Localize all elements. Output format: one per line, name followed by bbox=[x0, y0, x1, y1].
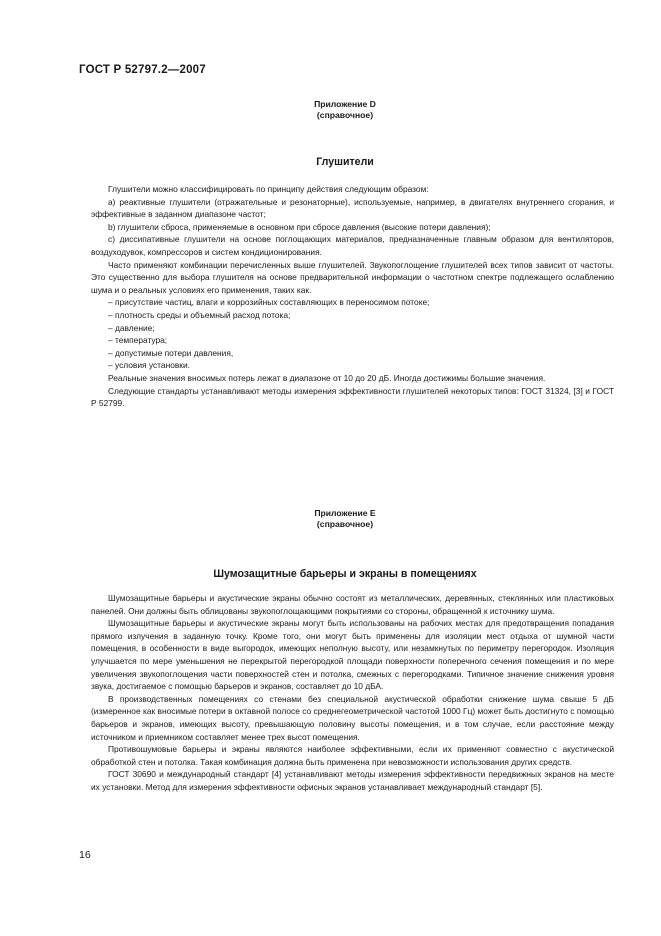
annex-d-para-combo: Часто применяют комбинации перечисленных выше глушителей. Звукопоглощение глушителей всех типов зависит от частоты. Это существенно для выбора глушителя на основе предварительной информации о частотном спектре подлежащего ослаблению шума и о реальных условиях его применения, таких как. bbox=[91, 259, 614, 295]
annex-e-label bbox=[0, 508, 661, 530]
annex-e-para-2: Шумозащитные барьеры и акустические экраны могут быть использованы на рабочих местах для предотвращения попадания прямого излучения в заданную точку. Кроме того, они могут быть применены для изоляции мест отдыха от шумной части помещения, в особенности в виде выгородок, имеющих неполную высоту, или незамкнутых по периметру перегородок. Изоляция улучшается по мере уменьшения не перекрытой перегородкой площади поверхности поперечного сечения помещения и по мере увеличения звукопоглощения части поверхностей стен и потолка, смежных с перегородками. Типичное значение снижения уровня звука, достигаемое с помощью барьеров и экранов, составляет до 10 дБА. bbox=[91, 618, 614, 692]
annex-d-item-c: с) диссипативные глушители на основе поглощающих материалов, предназначенные главным образом для вентиляторов, воздуходувок, компрессоров и систем кондиционирования. bbox=[91, 234, 614, 257]
annex-d-para-values: Реальные значения вносимых потерь лежат в диапазоне от 10 до 20 дБ. Иногда достижимы большие значения. bbox=[108, 372, 546, 383]
list-item: – присутствие частиц, влаги и коррозийных составляющих в переносимом потоке; bbox=[108, 297, 430, 308]
annex-e-subtitle: (справочное) bbox=[316, 519, 374, 529]
list-item: – температура; bbox=[108, 335, 168, 346]
annex-d-intro: Глушители можно классифицировать по принципу действия следующим образом: bbox=[108, 184, 429, 194]
annex-d-body bbox=[91, 183, 614, 410]
annex-d-title: Приложение D bbox=[314, 99, 376, 109]
annex-e-para-5: ГОСТ 30690 и международный стандарт [4] устанавливают методы измерения эффективности передвижных экранов на месте их установки. Метод для измерения эффективности офисных экранов устанавливает международный стандарт [5]. bbox=[91, 769, 614, 792]
page-number: 16 bbox=[79, 849, 91, 861]
annex-e-body bbox=[91, 592, 614, 794]
list-item: – давление; bbox=[108, 322, 155, 333]
list-item: – плотность среды и объемный расход потока; bbox=[108, 309, 291, 320]
annex-e-para-4: Противошумовые барьеры и экраны являются наиболее эффективными, если их применяют совместно с акустической обработкой стен и потолка. Такая комбинация должна быть применена при невозможности использования других средств. bbox=[91, 744, 614, 767]
annex-d-subtitle: (справочное) bbox=[316, 110, 374, 120]
annex-d-item-b: b) глушители сброса, применяемые в основном при сбросе давления (высокие потери давления); bbox=[108, 221, 491, 232]
document-header: ГОСТ Р 52797.2—2007 bbox=[79, 64, 206, 76]
annex-e-para-1: Шумозащитные барьеры и акустические экраны обычно состоят из металлических, деревянных, стеклянных или пластиковых панелей. Они должны быть облицованы звукопоглощающими покрытиями со стороны, обращенной к источнику шума. bbox=[91, 593, 614, 616]
annex-d-label bbox=[0, 99, 661, 121]
annex-e-heading: Шумозащитные барьеры и экраны в помещениях bbox=[213, 568, 477, 580]
list-item: – допустимые потери давления, bbox=[108, 347, 234, 358]
annex-d-heading: Глушители bbox=[316, 156, 374, 168]
annex-e-title: Приложение Е bbox=[314, 508, 376, 518]
list-item: – условия установки. bbox=[108, 360, 190, 371]
annex-d-para-standards: Следующие стандарты устанавливают методы измерения эффективности глушителей некоторых типов: ГОСТ 31324, [3] и ГОСТ Р 52799. bbox=[91, 385, 614, 409]
annex-e-para-3: В производственных помещениях со стенами без специальной акустической обработки снижение шума свыше 5 дБ (измеренное как вносимые потери в октавной полосе со среднегеометрической частотой 1000 Гц) может быть достигнуто с помощью барьеров и экранов, имеющих высоту, превышающую половину высоты помещения, и в том случае, если расстояние между источником и приемником составляет менее трех высот помещения. bbox=[91, 693, 614, 742]
annex-d-item-a: а) реактивные глушители (отражательные и резонаторные), используемые, например, в двигателях внутреннего сгорания, и эффективные в заданном диапазоне частот; bbox=[91, 196, 614, 220]
